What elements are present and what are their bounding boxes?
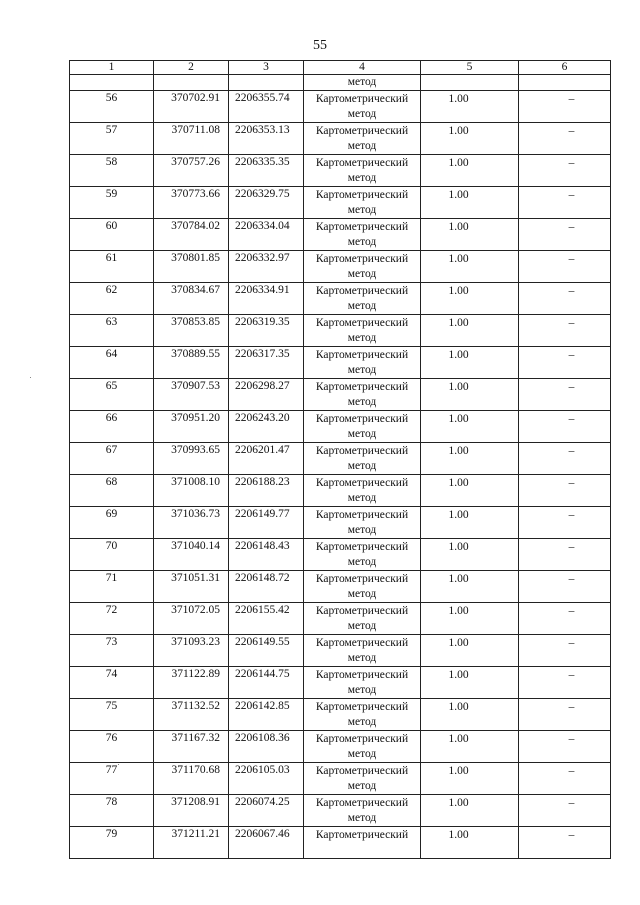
description-value: – [568, 669, 575, 681]
header-cell: 3 [229, 61, 304, 75]
method-cell [304, 571, 421, 603]
method-cell [304, 795, 421, 827]
method-line-1: Картометрический [315, 253, 409, 265]
coordinates-table-container [69, 60, 610, 859]
x-coordinate-cell: 371072.05 [154, 603, 229, 635]
table-row [70, 443, 611, 475]
accuracy-value: 1.00 [448, 445, 469, 457]
method-cell [304, 155, 421, 187]
description-value: – [568, 285, 575, 297]
y-coordinate-cell: 2206355.74 [229, 91, 304, 123]
accuracy-cell [421, 123, 519, 155]
method-line-1: Картометрический [315, 573, 409, 585]
method-cell [304, 699, 421, 731]
point-number-cell: 78 [70, 795, 154, 827]
accuracy-value: 1.00 [448, 413, 469, 425]
method-line-2: метод [347, 652, 377, 664]
description-cell [519, 155, 611, 187]
y-coordinate-cell: 2206067.46 [229, 827, 304, 859]
x-coordinate-cell: 371036.73 [154, 507, 229, 539]
y-coordinate-cell: 2206144.75 [229, 667, 304, 699]
method-line-1: Картометрический [315, 157, 409, 169]
description-value: – [568, 573, 575, 585]
point-number-cell: 58 [70, 155, 154, 187]
table-header [70, 61, 611, 75]
accuracy-value: 1.00 [448, 285, 469, 297]
method-line-1: Картометрический [315, 125, 409, 137]
table-row [70, 475, 611, 507]
accuracy-cell [421, 699, 519, 731]
point-number-cell: 65 [70, 379, 154, 411]
description-cell [519, 411, 611, 443]
method-cell [304, 283, 421, 315]
x-coordinate-cell: 371167.32 [154, 731, 229, 763]
accuracy-cell [421, 283, 519, 315]
accuracy-value: 1.00 [448, 93, 469, 105]
table-body [70, 75, 611, 859]
description-cell [519, 571, 611, 603]
table-row [70, 379, 611, 411]
method-line-2: метод [347, 460, 377, 472]
accuracy-cell [421, 187, 519, 219]
description-cell [519, 539, 611, 571]
accuracy-cell [421, 251, 519, 283]
accuracy-value: 1.00 [448, 669, 469, 681]
description-cell [519, 219, 611, 251]
accuracy-value: 1.00 [448, 733, 469, 745]
table-row [70, 795, 611, 827]
point-number-cell: 74 [70, 667, 154, 699]
x-coordinate-cell: 370834.67 [154, 283, 229, 315]
method-line-1: Картометрический [315, 669, 409, 681]
x-coordinate-cell: 370951.20 [154, 411, 229, 443]
accuracy-value: 1.00 [448, 349, 469, 361]
accuracy-cell [421, 635, 519, 667]
point-number-cell: 60 [70, 219, 154, 251]
method-cell [304, 347, 421, 379]
description-cell [519, 475, 611, 507]
description-value: – [568, 445, 575, 457]
scan-dot [30, 377, 31, 378]
x-coordinate-cell: 370773.66 [154, 187, 229, 219]
x-coordinate-cell: 371132.52 [154, 699, 229, 731]
header-cell: 1 [70, 61, 154, 75]
header-cell: 5 [421, 61, 519, 75]
method-line-2: метод [347, 108, 377, 120]
accuracy-value: 1.00 [448, 477, 469, 489]
method-cell [304, 443, 421, 475]
description-cell [519, 763, 611, 795]
y-coordinate-cell: 2206155.42 [229, 603, 304, 635]
y-coordinate-cell: 2206329.75 [229, 187, 304, 219]
table-row [70, 187, 611, 219]
description-cell [519, 667, 611, 699]
accuracy-cell [421, 155, 519, 187]
accuracy-value: 1.00 [448, 381, 469, 393]
method-line-2: метод [347, 236, 377, 248]
description-value: – [568, 253, 575, 265]
method-line-1: Картометрический [315, 541, 409, 553]
method-cell [304, 635, 421, 667]
accuracy-value: 1.00 [448, 829, 469, 841]
description-cell [519, 347, 611, 379]
y-coordinate-cell: 2206188.23 [229, 475, 304, 507]
method-line-2: метод [347, 812, 377, 824]
header-row [70, 61, 611, 75]
description-cell [519, 123, 611, 155]
x-coordinate-cell: 371211.21 [154, 827, 229, 859]
accuracy-value: 1.00 [448, 253, 469, 265]
x-coordinate-cell: 370889.55 [154, 347, 229, 379]
table-cell [421, 75, 519, 91]
description-value: – [568, 541, 575, 553]
point-number-cell: 70 [70, 539, 154, 571]
accuracy-cell [421, 731, 519, 763]
method-line-2: метод [347, 364, 377, 376]
description-value: – [568, 605, 575, 617]
description-value: – [568, 829, 575, 841]
description-value: – [568, 701, 575, 713]
method-cell [304, 123, 421, 155]
method-cell [304, 763, 421, 795]
description-cell [519, 91, 611, 123]
point-number-cell: 56 [70, 91, 154, 123]
description-cell [519, 699, 611, 731]
x-coordinate-cell: 370702.91 [154, 91, 229, 123]
point-number-cell: 69 [70, 507, 154, 539]
x-coordinate-cell: 370757.26 [154, 155, 229, 187]
point-number-cell: 79 [70, 827, 154, 859]
y-coordinate-cell: 2206108.36 [229, 731, 304, 763]
y-coordinate-cell: 2206319.35 [229, 315, 304, 347]
x-coordinate-cell: 370784.02 [154, 219, 229, 251]
table-row [70, 603, 611, 635]
y-coordinate-cell: 2206243.20 [229, 411, 304, 443]
method-line-1: Картометрический [315, 93, 409, 105]
method-line-2: метод [347, 588, 377, 600]
y-coordinate-cell: 2206201.47 [229, 443, 304, 475]
y-coordinate-cell: 2206142.85 [229, 699, 304, 731]
method-line-1: Картометрический [315, 413, 409, 425]
method-cell [304, 411, 421, 443]
point-number-cell: 72 [70, 603, 154, 635]
table-row [70, 411, 611, 443]
header-cell: 4 [304, 61, 421, 75]
description-value: – [568, 349, 575, 361]
method-line-2: метод [347, 780, 377, 792]
method-cell [304, 603, 421, 635]
description-value: – [568, 637, 575, 649]
y-coordinate-cell: 2206353.13 [229, 123, 304, 155]
method-line-2: метод [347, 300, 377, 312]
method-cell [304, 667, 421, 699]
method-cell [304, 507, 421, 539]
method-cell [304, 827, 421, 859]
description-value: – [568, 381, 575, 393]
method-cell [304, 91, 421, 123]
description-value: – [568, 477, 575, 489]
description-cell [519, 187, 611, 219]
accuracy-cell [421, 219, 519, 251]
point-number-cell: 68 [70, 475, 154, 507]
accuracy-cell [421, 315, 519, 347]
y-coordinate-cell: 2206105.03 [229, 763, 304, 795]
description-value: – [568, 733, 575, 745]
description-cell [519, 827, 611, 859]
method-line-2: метод [347, 204, 377, 216]
description-cell [519, 635, 611, 667]
table-row [70, 539, 611, 571]
table-row [70, 315, 611, 347]
description-value: – [568, 93, 575, 105]
description-cell [519, 379, 611, 411]
method-line-2: метод [347, 172, 377, 184]
description-cell [519, 507, 611, 539]
method-line-1: Картометрический [315, 509, 409, 521]
accuracy-value: 1.00 [448, 125, 469, 137]
accuracy-value: 1.00 [448, 157, 469, 169]
description-value: – [568, 157, 575, 169]
description-cell [519, 795, 611, 827]
description-cell [519, 603, 611, 635]
accuracy-cell [421, 603, 519, 635]
method-line-2: метод [347, 524, 377, 536]
method-cell [304, 219, 421, 251]
method-line-2: метод [347, 620, 377, 632]
table-row [70, 827, 611, 859]
method-cell [304, 379, 421, 411]
table-row [70, 699, 611, 731]
y-coordinate-cell: 2206334.91 [229, 283, 304, 315]
method-cell [304, 539, 421, 571]
table-row [70, 251, 611, 283]
point-number-cell: 75 [70, 699, 154, 731]
table-row [70, 123, 611, 155]
method-line-2: метод [347, 428, 377, 440]
description-value: – [568, 189, 575, 201]
table-row [70, 571, 611, 603]
accuracy-cell [421, 795, 519, 827]
y-coordinate-cell: 2206149.77 [229, 507, 304, 539]
table-row [70, 667, 611, 699]
x-coordinate-cell: 370711.08 [154, 123, 229, 155]
description-cell [519, 315, 611, 347]
description-value: – [568, 125, 575, 137]
x-coordinate-cell: 371040.14 [154, 539, 229, 571]
y-coordinate-cell: 2206334.04 [229, 219, 304, 251]
accuracy-value: 1.00 [448, 573, 469, 585]
table-row [70, 635, 611, 667]
description-cell [519, 443, 611, 475]
method-line-1: Картометрический [315, 797, 409, 809]
table-row [70, 283, 611, 315]
method-line-2: метод [347, 268, 377, 280]
accuracy-cell [421, 91, 519, 123]
description-cell [519, 251, 611, 283]
page-number: 55 [313, 38, 327, 53]
method-cell [304, 315, 421, 347]
description-value: – [568, 797, 575, 809]
table-cell [519, 75, 611, 91]
method-cell [304, 731, 421, 763]
method-line-1: Картометрический [315, 765, 409, 777]
method-line-2: метод [347, 684, 377, 696]
table-row [70, 731, 611, 763]
method-line-1: Картометрический [315, 285, 409, 297]
x-coordinate-cell: 370801.85 [154, 251, 229, 283]
point-number-cell: 57 [70, 123, 154, 155]
y-coordinate-cell: 2206335.35 [229, 155, 304, 187]
x-coordinate-cell: 370993.65 [154, 443, 229, 475]
x-coordinate-cell: 370853.85 [154, 315, 229, 347]
table-cell [70, 75, 154, 91]
accuracy-value: 1.00 [448, 221, 469, 233]
method-line-1: Картометрический [315, 733, 409, 745]
description-value: – [568, 413, 575, 425]
point-number-cell: 77 [70, 763, 154, 795]
x-coordinate-cell: 371051.31 [154, 571, 229, 603]
description-cell [519, 731, 611, 763]
x-coordinate-cell: 370907.53 [154, 379, 229, 411]
accuracy-cell [421, 475, 519, 507]
table-row [70, 347, 611, 379]
table-row [70, 91, 611, 123]
y-coordinate-cell: 2206148.43 [229, 539, 304, 571]
method-cell [304, 187, 421, 219]
point-number-cell: 67 [70, 443, 154, 475]
point-number-cell: 76 [70, 731, 154, 763]
y-coordinate-cell: 2206332.97 [229, 251, 304, 283]
accuracy-cell [421, 507, 519, 539]
point-number-cell: 63 [70, 315, 154, 347]
x-coordinate-cell: 371208.91 [154, 795, 229, 827]
header-cell: 2 [154, 61, 229, 75]
method-line-2: метод [347, 492, 377, 504]
method-line-2: метод [347, 748, 377, 760]
table-cell [154, 75, 229, 91]
method-line-1: Картометрический [315, 349, 409, 361]
method-line-2: метод [347, 332, 377, 344]
point-number-cell: 62 [70, 283, 154, 315]
method-line-2: метод [347, 140, 377, 152]
x-coordinate-cell: 371008.10 [154, 475, 229, 507]
table-row [70, 219, 611, 251]
y-coordinate-cell: 2206317.35 [229, 347, 304, 379]
point-number-cell: 66 [70, 411, 154, 443]
table-cell [229, 75, 304, 91]
y-coordinate-cell: 2206148.72 [229, 571, 304, 603]
accuracy-value: 1.00 [448, 765, 469, 777]
method-line-1: Картометрический [315, 605, 409, 617]
y-coordinate-cell: 2206298.27 [229, 379, 304, 411]
method-line-1: Картометрический [315, 221, 409, 233]
x-coordinate-cell: 371093.23 [154, 635, 229, 667]
method-line-1: Картометрический [315, 829, 409, 841]
description-value: – [568, 509, 575, 521]
continuation-row [70, 75, 611, 91]
method-cell [304, 251, 421, 283]
method-line-1: Картометрический [315, 701, 409, 713]
point-number-cell: 59 [70, 187, 154, 219]
method-line-1: Картометрический [315, 189, 409, 201]
table-row [70, 763, 611, 795]
method-cell: метод [304, 75, 421, 91]
table-row [70, 507, 611, 539]
point-number-cell: 73 [70, 635, 154, 667]
y-coordinate-cell: 2206074.25 [229, 795, 304, 827]
accuracy-value: 1.00 [448, 317, 469, 329]
description-value: – [568, 221, 575, 233]
accuracy-cell [421, 763, 519, 795]
accuracy-cell [421, 827, 519, 859]
accuracy-cell [421, 347, 519, 379]
method-cell [304, 475, 421, 507]
accuracy-cell [421, 443, 519, 475]
method-line-1: Картометрический [315, 445, 409, 457]
accuracy-value: 1.00 [448, 189, 469, 201]
accuracy-cell [421, 379, 519, 411]
accuracy-cell [421, 539, 519, 571]
point-number-cell: 61 [70, 251, 154, 283]
method-line-1: Картометрический [315, 317, 409, 329]
coordinates-table [69, 60, 611, 859]
table-row [70, 155, 611, 187]
accuracy-cell [421, 411, 519, 443]
method-line-2: метод [347, 716, 377, 728]
method-line-1: Картометрический [315, 637, 409, 649]
y-coordinate-cell: 2206149.55 [229, 635, 304, 667]
accuracy-value: 1.00 [448, 509, 469, 521]
x-coordinate-cell: 371122.89 [154, 667, 229, 699]
accuracy-cell [421, 571, 519, 603]
description-value: – [568, 765, 575, 777]
x-coordinate-cell: 371170.68 [154, 763, 229, 795]
point-number-cell: 64 [70, 347, 154, 379]
accuracy-value: 1.00 [448, 701, 469, 713]
method-line-2: метод [347, 396, 377, 408]
method-line-1: Картометрический [315, 477, 409, 489]
accuracy-value: 1.00 [448, 541, 469, 553]
accuracy-value: 1.00 [448, 637, 469, 649]
description-value: – [568, 317, 575, 329]
method-line-1: Картометрический [315, 381, 409, 393]
header-cell: 6 [519, 61, 611, 75]
accuracy-value: 1.00 [448, 797, 469, 809]
accuracy-cell [421, 667, 519, 699]
method-line-2: метод [347, 556, 377, 568]
point-number-cell: 71 [70, 571, 154, 603]
description-cell [519, 283, 611, 315]
accuracy-value: 1.00 [448, 605, 469, 617]
